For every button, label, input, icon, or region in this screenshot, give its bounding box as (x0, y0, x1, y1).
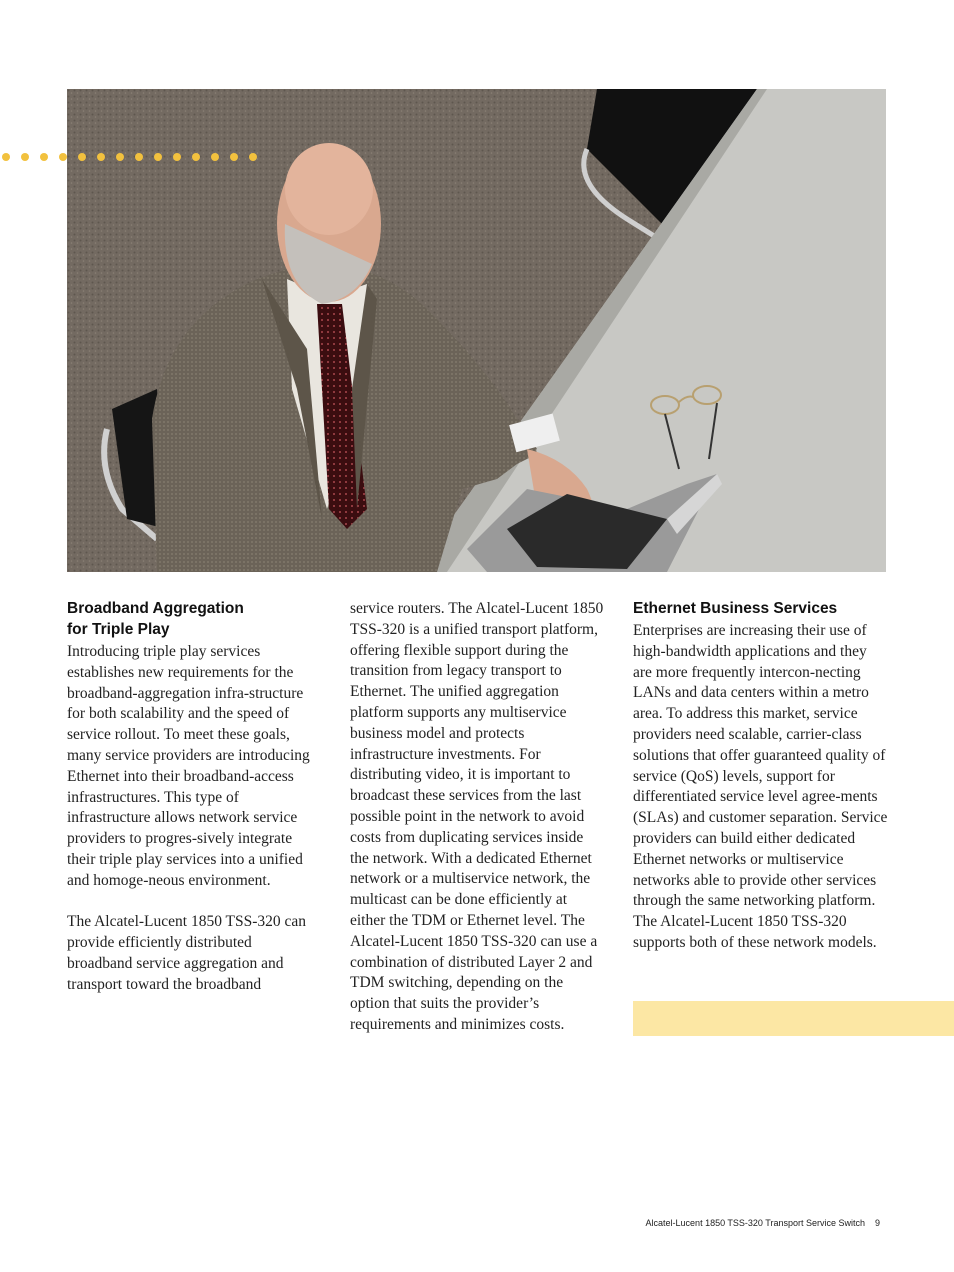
decorative-dot (59, 153, 67, 161)
decorative-dot-row (0, 153, 265, 165)
decorative-dot (230, 153, 238, 161)
column-ethernet-business-services (633, 598, 889, 954)
decorative-dot (40, 153, 48, 161)
heading-line-2: for Triple Play (67, 621, 170, 638)
decorative-dot (249, 153, 257, 161)
heading-line-1: Broadband Aggregation (67, 600, 244, 617)
decorative-dot (97, 153, 105, 161)
page-number: 9 (874, 1218, 880, 1228)
decorative-dot (154, 153, 162, 161)
decorative-yellow-bar (633, 1001, 954, 1036)
decorative-dot (211, 153, 219, 161)
decorative-dot (2, 153, 10, 161)
paragraph: The Alcatel-Lucent 1850 TSS-320 can provide efficiently distributed broadband service aggregation and transport toward the broadband (67, 913, 307, 993)
decorative-dot (173, 153, 181, 161)
page-footer (600, 1218, 880, 1228)
section-heading (67, 598, 319, 640)
paragraph: Introducing triple play services establishes new requirements for the broadband-aggregation infra-structure for both scalability and the speed of service rollout. To meet these goals, many service providers are introducing Ethernet into their broadband-access infrastructures. This type of infrastructure allows network service providers to progres-sively integrate their triple play services into a unified and homoge-neous environment. (67, 643, 310, 889)
paragraph: Enterprises are increasing their use of high-bandwidth applications and they are more frequently intercon-necting LANs and data centers within a metro area. To address this market, service providers need scalable, carrier-class solutions that offer guaranteed quality of service (QoS) levels, support for differentiated service level agree-ments (SLAs) and customer separation. Service providers can build either dedicated Ethernet networks or multiservice networks able to provide other services through the same networking platform. The Alcatel-Lucent 1850 TSS-320 supports both of these network models. (633, 622, 888, 951)
footer-title: Alcatel-Lucent 1850 TSS-320 Transport Service Switch (645, 1218, 865, 1228)
decorative-dot (192, 153, 200, 161)
decorative-dot (78, 153, 86, 161)
column-broadband-aggregation (67, 598, 319, 996)
section-heading: Ethernet Business Services (633, 600, 838, 617)
decorative-dot (135, 153, 143, 161)
paragraph: service routers. The Alcatel-Lucent 1850 TSS-320 is a unified transport platform, offering flexible support during the transition from legacy transport to Ethernet. The unified aggregation platform supports any multiservice business model and protects infrastructure investments. For distributing video, it is important to broadcast these services from the last possible point in the network to avoid costs from duplicating services inside the network. With a dedicated Ethernet network or a multiservice network, the multicast can be done efficiently at either the TDM or Ethernet level. The Alcatel-Lucent 1850 TSS-320 can use a combination of distributed Layer 2 and TDM switching, depending on the option that suits the provider’s requirements and minimizes costs. (350, 600, 604, 1033)
decorative-dot (116, 153, 124, 161)
decorative-dot (21, 153, 29, 161)
column-continuation (350, 599, 606, 1036)
